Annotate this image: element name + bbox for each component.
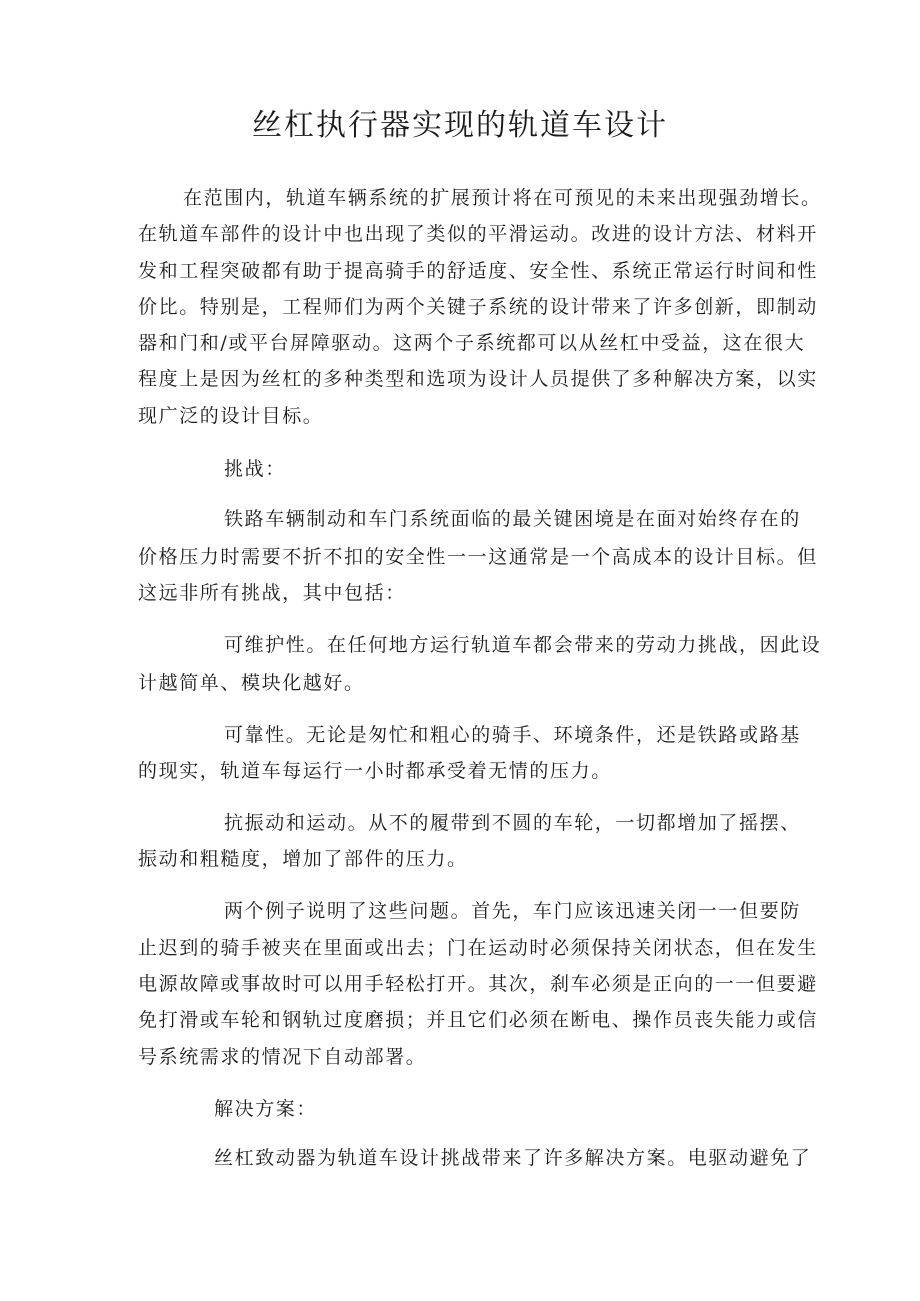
paragraph-1-line-5: 器和门和/或平台屏障驱动。这两个子系统都可以从丝杠中受益，这在很大 — [138, 332, 806, 354]
vibration-line-2: 振动和粗糙度，增加了部件的压力。 — [138, 848, 468, 870]
examples-line-2: 止迟到的骑手被夹在里面或出去；门在运动时必须保持关闭状态，但在发生 — [138, 937, 818, 959]
paragraph-3-line-1: 铁路车辆制动和车门系统面临的最关键困境是在面对始终存在的 — [224, 508, 801, 530]
examples-line-1: 两个例子说明了这些问题。首先，车门应该迅速关闭一一但要防 — [224, 900, 801, 922]
reliability-line-2: 的现实，轨道车每运行一小时都承受着无情的压力。 — [138, 760, 612, 782]
vibration-line-1: 抗振动和运动。从不的履带到不圆的车轮，一切都增加了摇摆、 — [224, 812, 801, 834]
reliability-line-1: 可靠性。无论是匆忙和粗心的骑手、环境条件，还是铁路或路基 — [224, 724, 801, 746]
document-title: 丝杠执行器实现的轨道车设计 — [252, 108, 668, 143]
paragraph-1-line-6: 程度上是因为丝杠的多种类型和选项为设计人员提供了多种解决方案，以实 — [138, 368, 818, 390]
examples-line-5: 号系统需求的情况下自动部署。 — [138, 1046, 427, 1068]
paragraph-1-line-7: 现广泛的设计目标。 — [138, 405, 324, 427]
paragraph-1-line-4: 价比。特别是，工程师们为两个关键子系统的设计带来了许多创新，即制动 — [138, 296, 818, 318]
maintainability-line-2: 计越简单、模块化越好。 — [138, 672, 365, 694]
paragraph-1-line-1: 在范围内，轨道车辆系统的扩展预计将在可预见的未来出现强劲增长。 — [183, 187, 822, 209]
maintainability-line-1: 可维护性。在任何地方运行轨道车都会带来的劳动力挑战，因此设 — [224, 634, 822, 656]
solutions-line-1: 丝杠致动器为轨道车设计挑战带来了许多解决方案。电驱动避免了 — [214, 1147, 812, 1169]
paragraph-3-line-2: 价格压力时需要不折不扣的安全性一一这通常是一个高成本的设计目标。但 — [138, 546, 818, 568]
examples-line-4: 免打滑或车轮和钢轨过度磨损；并且它们必须在断电、操作员丧失能力或信 — [138, 1009, 818, 1031]
paragraph-1-line-3: 发和工程突破都有助于提高骑手的舒适度、安全性、系统正常运行时间和性 — [138, 260, 818, 282]
paragraph-1-line-2: 在轨道车部件的设计中也出现了类似的平滑运动。改进的设计方法、材料开 — [138, 223, 818, 245]
paragraph-3-line-3: 这远非所有挑战，其中包括： — [138, 582, 406, 604]
section-heading-solutions: 解决方案： — [214, 1098, 318, 1120]
examples-line-3: 电源故障或事故时可以用手轻松打开。其次，刹车必须是正向的一一但要避 — [138, 973, 818, 995]
section-heading-challenges: 挑战： — [224, 458, 286, 480]
